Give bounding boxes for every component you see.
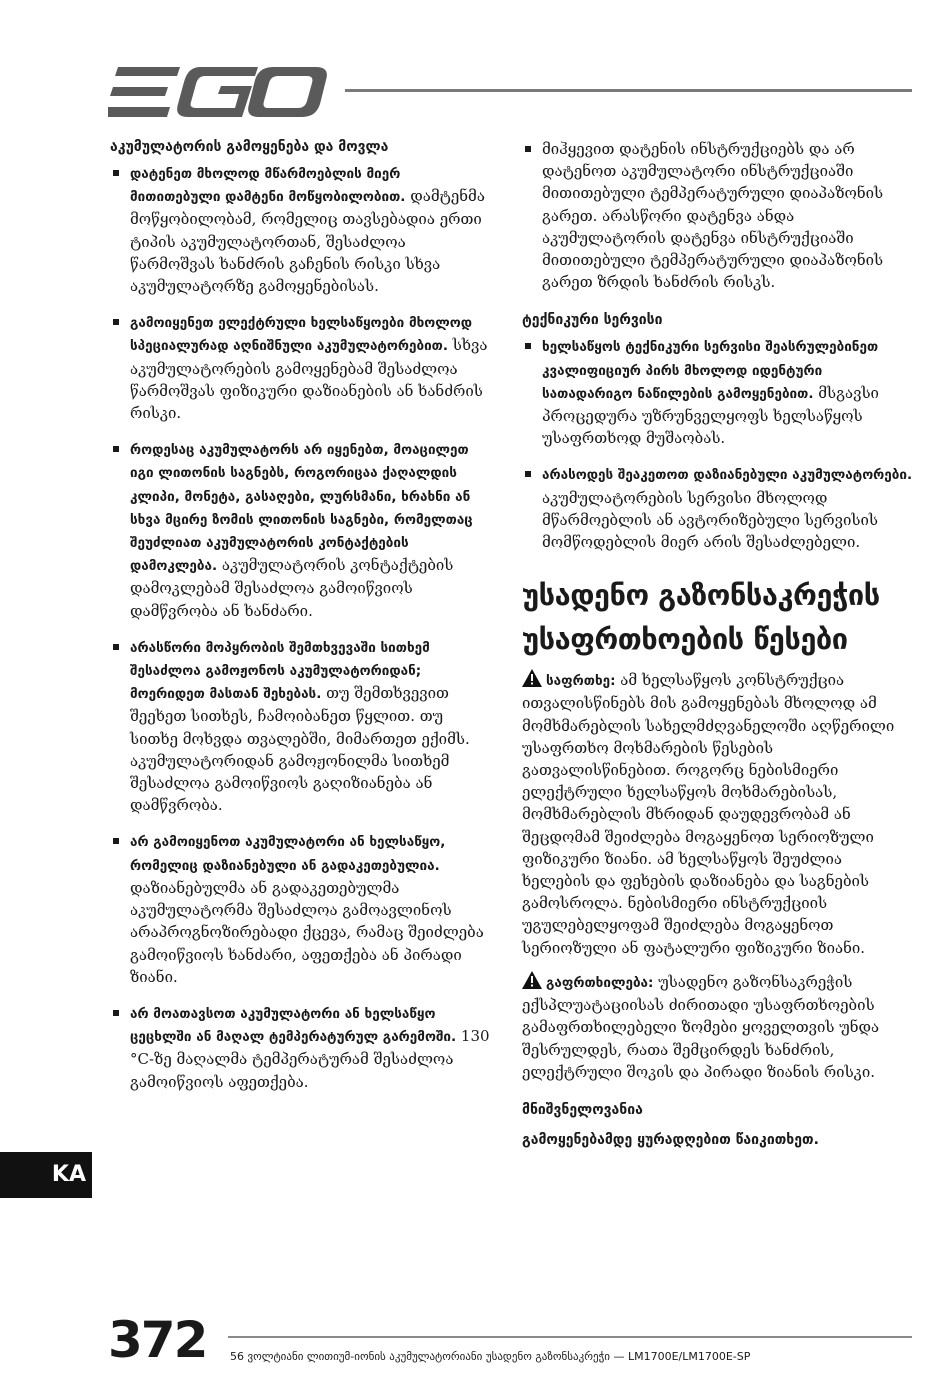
bullet-square-icon [525,146,531,152]
bullet-text: თუ შემთხვევით შეეხეთ სითხეს, ჩამოიბანეთ წყლით. თუ სითხე მოხვდა თვალებში, მიმართეთ ექიმს. აკუმულატორიდან გამოჟონილმა სითხემ შესაძლოა გამოიწვიოს გაღიზიანება ან დამწვრობა. [130,684,470,815]
bullet-bold-text: არ მოათავსოთ აკუმულატორი ან ხელსაწყო ცეცხლში ან მაღალ ტემპერატურულ გარემოში. [130,1005,457,1046]
bullet-square-icon [525,471,531,477]
bullet-text: მიჰყევით დატენის ინსტრუქციებს და არ დატენოთ აკუმულატორი ინსტრუქციაში მითითებული ტემპერატურული დიაპაზონის გარეთ. არასწორი დატენვა ანდა აკუმულატორის დატენვა ინსტრუქციაში მითითებული ტემპერატურული დიაპაზონის გარეთ ზრდის ხანძრის რისკს. [542,140,884,292]
charging-list [522,138,914,293]
header-rule [345,89,912,92]
warning-text: უსადენო გაზონსაკრეჭის ექსპლუატაციისას ძირითადი უსაფრთხოების გამაფრთხილებელი ზომები ყოველთვის უნდა შესრულდეს, რათა შემცირდეს ხანძრის, ელექტრული შოკის და პირადი ზიანის რისკი. [522,972,880,1081]
list-item [110,311,495,424]
logo-text: EGO [108,62,111,63]
bullet-square-icon [525,343,531,349]
list-item [522,335,914,449]
warning-triangle-icon [522,669,542,687]
language-tab: KA [0,1152,92,1198]
list-item [110,162,495,297]
important-text: გამოყენებამდე ყურადღებით წაიკითხეთ. [522,1131,819,1148]
bullet-text: 130 °C-ზე მაღალმა ტემპერატურამ შესაძლოა გამოიწვიოს აფეთქება. [130,1027,490,1091]
bullet-square-icon [113,170,119,176]
bullet-square-icon [113,838,119,844]
bullet-square-icon [113,1010,119,1016]
bullet-square-icon [113,446,119,452]
bullet-bold-text: გამოიყენეთ ელექტრული ხელსაწყოები მხოლოდ სპეციალურად აღნიშნული აკუმულატორებით. [130,315,473,355]
list-item [110,636,495,817]
list-item [522,138,914,293]
bullet-text: აკუმულატორის კონტაქტების დამოკლებამ შესაძლოა გამოიწვიოს დამწვრობა ან ხანძარი. [130,556,454,620]
bullet-text: მსგავსი პროცედურა უზრუნველყოფს ხელსაწყოს უსაფრთხოდ მუშაობას. [542,383,879,448]
danger-paragraph [522,669,914,959]
important-label: მნიშვნელოვანია [522,1101,643,1118]
bullet-bold-text: არასწორი მოპყრობის შემთხვევაში სითხემ შესაძლოა გამოჟონოს აკუმულატორიდან; მოერიდეთ მასთან შეხებას. [130,639,430,703]
service-list [522,335,914,553]
list-item [110,1002,495,1093]
section-heading-battery-use: აკუმულატორის გამოყენება და მოვლა [110,139,389,155]
bullet-bold-text: არასოდეს შეაკეთოთ დაზიანებული აკუმულატორები. [542,467,913,484]
bullet-bold-text: როდესაც აკუმულატორს არ იყენებთ, მოაცილეთ იგი ლითონის საგნებს, როგორიცაა ქაღალდის კლიპი, მონეტა, გასაღები, ლურსმანი, ხრახნი ან სხვა მცირე ზომის ლითონის საგნები, რომელთაც შეუძლიათ აკუმულატორის კონტაქტების დამოკლება. [130,442,473,575]
danger-label: საფრთხე: [546,673,616,690]
warning-label: გაფრთხილება: [546,974,654,991]
bullet-bold-text: ხელსაწყოს ტექნიკური სერვისი შეასრულებინეთ კვალიფიციურ პირს მხოლოდ იდენტური სათადარიგო ნაწილების გამოყენებით. [542,339,879,402]
safety-rules-title: უსადენო გაზონსაკრეჭის უსაფრთხოების წესები [522,578,880,657]
footer-rule [228,1336,912,1338]
list-item [110,438,495,622]
footer-text: 56 ვოლტიანი ლითიუმ-იონის აკუმულატორიანი უსადენო გაზონსაკრეჭი — LM1700E/LM1700E-SP [230,1350,751,1363]
page-number: 372 [108,1311,207,1369]
list-item [522,463,914,553]
bullet-square-icon [113,644,119,650]
bullet-text: დაზიანებულმა ან გადაკეთებულმა აკუმულატორმა შესაძლოა გამოავლინოს არაპროგნოზირებადი ქცევა, რამაც შეიძლება გამოიწვიოს ხანძარი, აფეთქება ან პირადი ზიანი. [130,878,484,986]
bullet-text: აკუმულატორების სერვისი მხოლოდ მწარმოებლის ან ავტორიზებული სერვისის მომწოდებლის მიერ არის შესაძლებელი. [542,488,878,552]
bullet-square-icon [113,319,119,325]
ego-logo [108,62,328,122]
danger-text: ამ ხელსაწყოს კონსტრუქცია ითვალისწინებს მის გამოყენებას მხოლოდ ამ მომხმარებლის სახელმძღვანელოში აღწერილი უსაფრთხო მოხმარების წესების გათვალისწინებით. როგორც ნებისმიერი ელექტრული ხელსაწყოს მოხმარებისას, მომხმარებლის მხრიდან დაუდევრობამ ან შეცდომამ შეიძლება მოგაყენოთ სერიოზული ფიზიკური ზიანი. ამ ხელსაწყოს შეუძლია ხელების და ფეხების დაზიანება და საგნების გამოსროლა. ნებისმიერი ინსტრუქციის უგულებელყოფამ შეიძლება მოგაყენოთ სერიოზული ან ფატალური ფიზიკური ზიანი. [522,671,895,957]
left-column [110,138,495,1107]
bullet-text: სხვა აკუმულატორების გამოყენებამ შესაძლოა წარმოშვას ფიზიკური დაზიანების ან ხანძრის რისკი. [130,336,488,423]
battery-use-list [110,162,495,1093]
bullet-bold-text: დატენეთ მხოლოდ მწარმოებლის მიერ მითითებული დამტენი მოწყობილობით. [130,166,406,206]
warning-paragraph [522,971,914,1083]
section-heading-service: ტექნიკური სერვისი [522,312,663,329]
warning-triangle-icon [522,971,542,989]
list-item [110,830,495,987]
bullet-text: დამტენმა მოწყობილობამ, რომელიც თავსებადია ერთი ტიპის აკუმულატორთან, შესაძლოა წარმოშვას ხანძრის გაჩენის რისკი სხვა აკუმულატორზე გამოყენებისას. [130,187,485,296]
right-column [522,138,914,1155]
bullet-bold-text: არ გამოიყენოთ აკუმულატორი ან ხელსაწყო, რომელიც დაზიანებული ან გადაკეთებულია. [130,834,446,874]
